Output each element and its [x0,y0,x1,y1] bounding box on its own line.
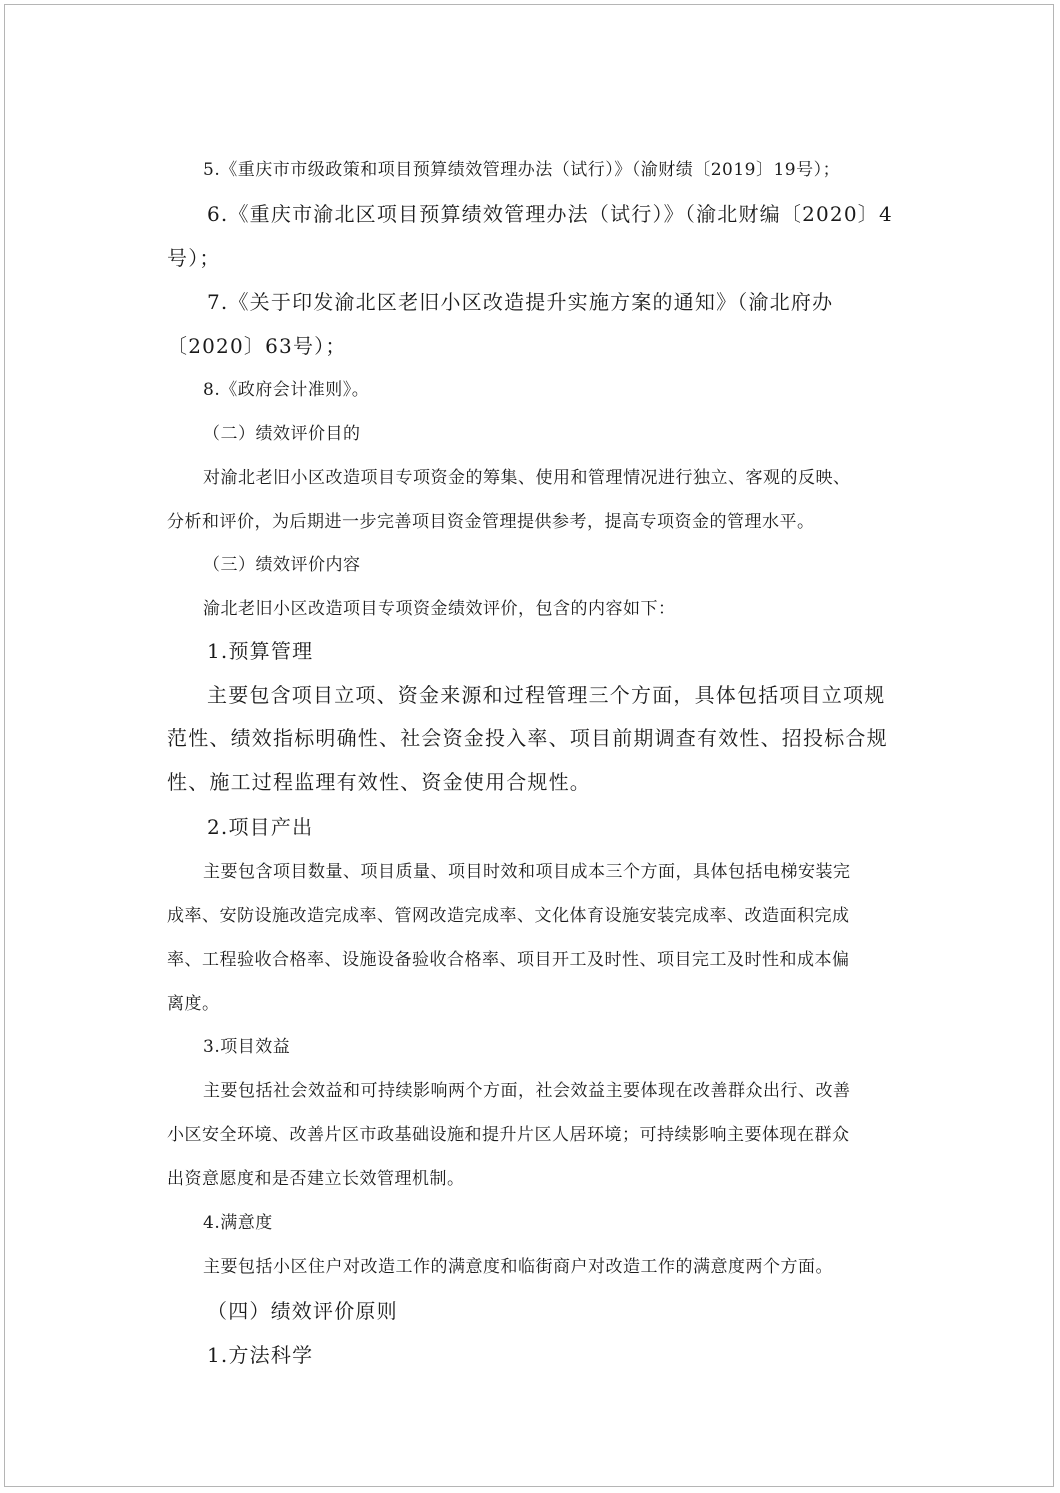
heading-evaluation-principles: （四）绩效评价原则 [207,1299,398,1323]
paragraph-output-3: 率、工程验收合格率、设施设备验收合格率、项目开工及时性、项目完工及时性和成本偏 [167,950,850,970]
heading-project-output: 2.项目产出 [207,815,314,839]
heading-scientific-method: 1.方法科学 [207,1343,314,1367]
paragraph-benefit-1: 主要包括社会效益和可持续影响两个方面，社会效益主要体现在改善群众出行、改善 [203,1081,851,1101]
paragraph-basis-6: 6.《重庆市渝北区项目预算绩效管理办法（试行）》（渝北财编〔2020〕4 [207,202,893,226]
paragraph-output-1: 主要包含项目数量、项目质量、项目时效和项目成本三个方面，具体包括电梯安装完 [203,862,851,882]
paragraph-basis-8: 8.《政府会计准则》。 [203,380,370,400]
paragraph-content-intro: 渝北老旧小区改造项目专项资金绩效评价，包含的内容如下： [203,599,676,619]
heading-evaluation-content: （三）绩效评价内容 [203,555,361,575]
paragraph-output-4: 离度。 [167,994,220,1014]
paragraph-benefit-3: 出资意愿度和是否建立长效管理机制。 [167,1169,465,1189]
paragraph-satisfaction: 主要包括小区住户对改造工作的满意度和临街商户对改造工作的满意度两个方面。 [203,1257,833,1277]
paragraph-budget-1: 主要包含项目立项、资金来源和过程管理三个方面，具体包括项目立项规 [207,683,886,707]
paragraph-basis-7-cont: 〔2020〕63号）； [167,334,347,358]
paragraph-benefit-2: 小区安全环境、改善片区市政基础设施和提升片区人居环境；可持续影响主要体现在群众 [167,1125,850,1145]
heading-evaluation-purpose: （二）绩效评价目的 [203,424,361,444]
paragraph-output-2: 成率、安防设施改造完成率、管网改造完成率、文化体育设施安装完成率、改造面积完成 [167,906,850,926]
paragraph-purpose-1: 对渝北老旧小区改造项目专项资金的筹集、使用和管理情况进行独立、客观的反映、 [203,468,851,488]
paragraph-purpose-2: 分析和评价，为后期进一步完善项目资金管理提供参考，提高专项资金的管理水平。 [167,512,815,532]
paragraph-basis-7: 7.《关于印发渝北区老旧小区改造提升实施方案的通知》（渝北府办 [207,290,834,314]
paragraph-budget-3: 性、施工过程监理有效性、资金使用合规性。 [167,770,591,794]
document-page [4,4,1054,1487]
paragraph-basis-5: 5.《重庆市市级政策和项目预算绩效管理办法（试行）》（渝财绩〔2019〕19号）； [203,160,841,180]
paragraph-budget-2: 范性、绩效指标明确性、社会资金投入率、项目前期调查有效性、招投标合规 [167,726,888,750]
heading-satisfaction: 4.满意度 [203,1213,273,1233]
heading-budget-management: 1.预算管理 [207,639,314,663]
paragraph-basis-6-cont: 号）； [167,246,221,270]
heading-project-benefit: 3.项目效益 [203,1037,291,1057]
